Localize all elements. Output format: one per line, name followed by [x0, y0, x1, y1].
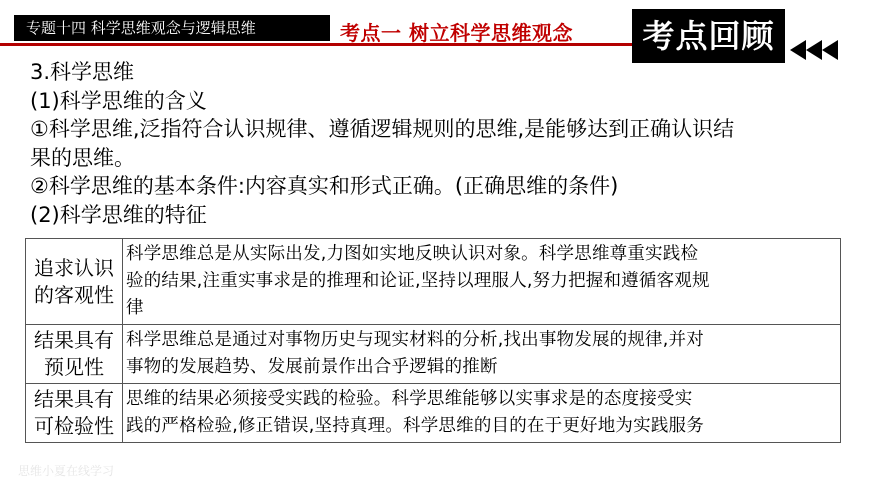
table-row	[26, 239, 841, 325]
basic-conditions: ②科学思维的基本条件:内容真实和形式正确。(正确思维的条件)	[30, 174, 619, 198]
row-label-line: 可检验性	[34, 414, 114, 438]
section-title: 考点一 树立科学思维观念	[340, 21, 573, 45]
row-label-line: 追求认识	[34, 255, 114, 280]
row-label-line: 预见性	[44, 355, 104, 379]
topic-tag: 专题十四 科学思维观念与逻辑思维	[14, 15, 330, 41]
row-label	[26, 384, 123, 443]
review-badge: 考点回顾	[632, 9, 785, 63]
watermark: 思维小夏在线学习	[18, 464, 115, 478]
definition-line-1: ①科学思维,泛指符合认识规律、遵循逻辑规则的思维,是能够达到正确认识结	[30, 117, 735, 141]
row-label	[26, 325, 123, 384]
row-description	[123, 239, 841, 325]
row-label	[26, 239, 123, 325]
table-row	[26, 325, 841, 384]
description-line: 科学思维总是从实际出发,力图如实地反映认识对象。科学思维尊重实践检	[126, 244, 699, 264]
description-line: 思维的结果必须接受实践的检验。科学思维能够以实事求是的态度接受实	[126, 389, 693, 409]
definition-line-2: 果的思维。	[30, 145, 135, 170]
row-label-line: 结果具有	[34, 328, 114, 352]
description-line: 验的结果,注重实事求是的推理和论证,坚持以理服人,努力把握和遵循客观规	[126, 271, 710, 291]
row-description	[123, 325, 841, 384]
subheading-meaning: (1)科学思维的含义	[30, 88, 207, 113]
double-arrow-left-icon	[790, 40, 838, 60]
subheading-features: (2)科学思维的特征	[30, 202, 207, 227]
row-label-line: 结果具有	[34, 387, 114, 411]
description-line: 事物的发展趋势、发展前景作出合乎逻辑的推断	[126, 357, 498, 377]
table-row	[26, 384, 841, 443]
row-description	[123, 384, 841, 443]
description-line: 科学思维总是通过对事物历史与现实材料的分析,找出事物发展的规律,并对	[126, 330, 704, 350]
row-label-line: 的客观性	[34, 282, 114, 307]
features-table	[25, 238, 841, 443]
heading-scientific-thinking: 3.科学思维	[30, 60, 135, 84]
description-line: 律	[126, 298, 144, 318]
description-line: 践的严格检验,修正错误,坚持真理。科学思维的目的在于更好地为实践服务	[126, 416, 704, 436]
content-body	[30, 58, 840, 229]
